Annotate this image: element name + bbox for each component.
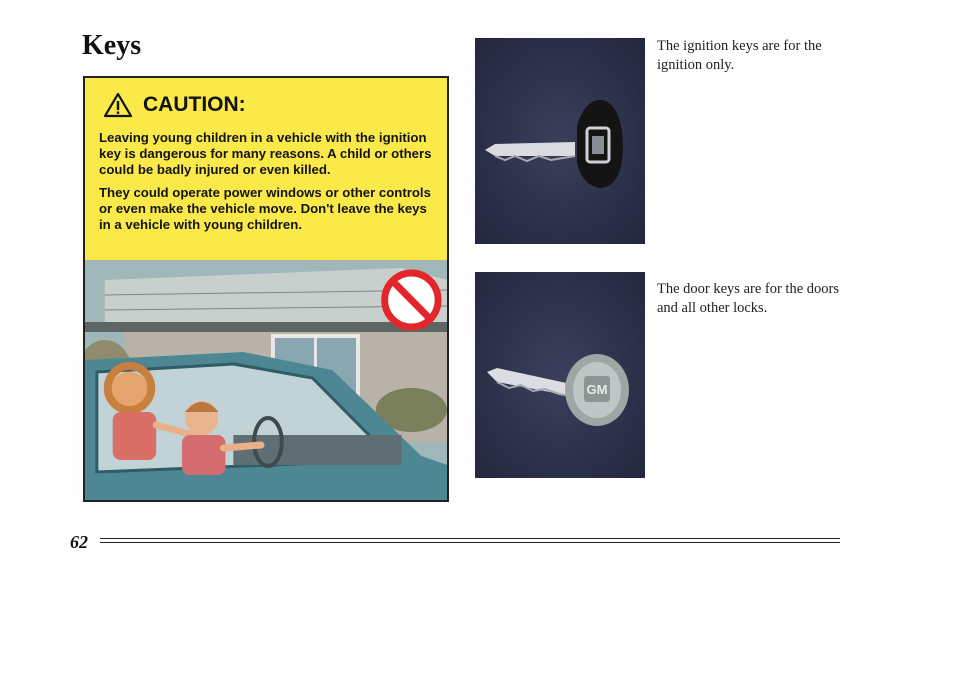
ignition-key-photo xyxy=(475,38,645,244)
caution-paragraph-1: Leaving young children in a vehicle with the ignition key is dangerous for many reasons. A child or others could be badly injured or even killed. xyxy=(99,130,432,177)
caution-paragraph-2: They could operate power windows or other controls or even make the vehicle move. Don't leave the keys in a vehicle with young children. xyxy=(99,185,431,232)
no-symbol-icon xyxy=(385,273,438,327)
children-in-car-illustration xyxy=(85,260,447,502)
caution-heading-label: CAUTION: xyxy=(143,93,246,116)
door-key-description: The door keys are for the doors and all other locks. xyxy=(657,281,839,316)
door-key-photo xyxy=(475,272,645,478)
footer-rule-top xyxy=(100,538,840,539)
page-title: Keys xyxy=(82,30,142,61)
caution-box xyxy=(83,76,449,502)
gm-logo: GM xyxy=(586,382,608,397)
ignition-key-description: The ignition keys are for the ignition only. xyxy=(657,38,822,73)
warning-triangle-icon xyxy=(103,92,133,118)
caution-text-panel xyxy=(85,78,447,260)
caution-heading xyxy=(103,92,433,118)
footer-rule-bottom xyxy=(100,542,840,543)
page-number: 62 xyxy=(70,532,88,552)
